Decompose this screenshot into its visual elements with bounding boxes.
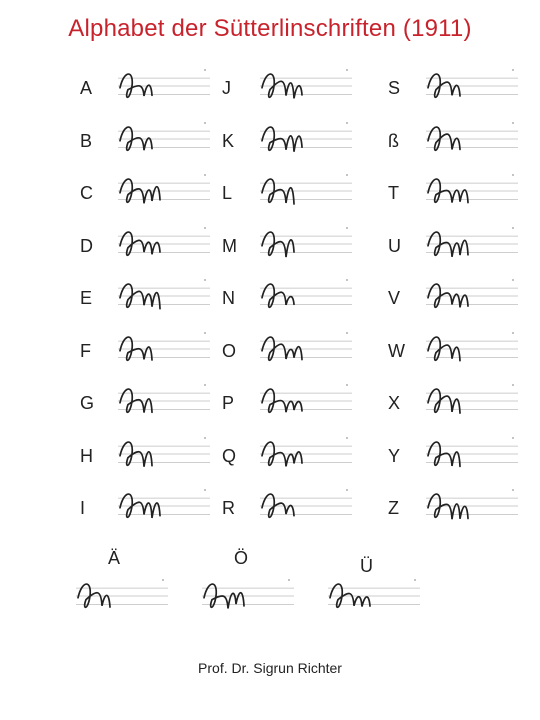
latin-letter: J [222,78,231,98]
latin-letter: P [222,393,235,413]
handwriting-sample [260,226,352,262]
handwriting-sample [260,331,352,367]
suetterlin-script [118,68,210,104]
suetterlin-script [118,383,210,419]
handwriting-sample [118,278,210,314]
latin-letter: G [80,393,95,413]
handwriting-sample [260,488,352,524]
suetterlin-script [426,436,518,472]
handwriting-sample [260,173,352,209]
latin-letter: U [388,235,401,256]
umlaut-letter: Ä [108,548,121,568]
handwriting-sample [118,436,210,472]
handwriting-sample [118,68,210,104]
page-title: Alphabet der Sütterlinschriften (1911) [68,15,472,42]
suetterlin-script [426,331,518,367]
latin-letter: Q [222,445,237,466]
latin-letter: V [388,288,401,308]
handwriting-sample [202,578,294,614]
latin-letter: I [80,498,86,518]
suetterlin-script [260,173,352,209]
suetterlin-script [260,488,352,524]
suetterlin-script [426,488,518,524]
latin-letter: A [80,78,93,98]
handwriting-sample [426,226,518,262]
suetterlin-script [260,278,352,314]
suetterlin-script [118,488,210,524]
handwriting-sample [426,436,518,472]
handwriting-sample [426,331,518,367]
author-credit: Prof. Dr. Sigrun Richter [198,660,342,676]
handwriting-sample [118,226,210,262]
suetterlin-script [118,278,210,314]
handwriting-sample [260,121,352,157]
latin-letter: L [222,183,233,203]
suetterlin-script [426,278,518,314]
latin-letter: S [388,78,401,98]
handwriting-sample [76,578,168,614]
suetterlin-script [118,173,210,209]
suetterlin-script [118,331,210,367]
handwriting-sample [328,578,420,614]
handwriting-sample [426,383,518,419]
suetterlin-script [426,121,518,157]
latin-letter: F [80,340,91,361]
suetterlin-script [260,436,352,472]
latin-letter: E [80,288,93,308]
latin-letter: N [222,288,235,308]
handwriting-sample [118,383,210,419]
latin-letter: R [222,498,235,518]
handwriting-sample [426,68,518,104]
latin-letter: ß [388,130,399,151]
umlaut-letter: Ü [360,556,373,576]
latin-letter: D [80,235,93,256]
latin-letter: B [80,130,93,151]
umlaut-script [202,578,294,614]
latin-letter: O [222,340,237,361]
handwriting-sample [260,278,352,314]
latin-letter: W [388,340,405,361]
suetterlin-script [260,68,352,104]
latin-letter: X [388,393,401,413]
latin-letter: H [80,445,93,466]
latin-letter: Z [388,498,399,518]
suetterlin-script [426,68,518,104]
umlaut-script [76,578,168,614]
handwriting-sample [426,121,518,157]
suetterlin-script [426,383,518,419]
handwriting-sample [426,278,518,314]
suetterlin-script [118,436,210,472]
umlaut-script [328,578,420,614]
latin-letter: M [222,235,237,256]
suetterlin-script [260,383,352,419]
handwriting-sample [118,121,210,157]
handwriting-sample [426,488,518,524]
latin-letter: K [222,130,235,151]
handwriting-sample [260,68,352,104]
latin-letter: T [388,183,399,203]
suetterlin-script [260,121,352,157]
handwriting-sample [118,173,210,209]
latin-letter: C [80,183,93,203]
suetterlin-script [426,226,518,262]
suetterlin-script [426,173,518,209]
suetterlin-script [118,226,210,262]
suetterlin-script [118,121,210,157]
handwriting-sample [118,488,210,524]
umlaut-letter: Ö [234,548,249,568]
latin-letter: Y [388,445,401,466]
handwriting-sample [118,331,210,367]
suetterlin-script [260,226,352,262]
handwriting-sample [260,436,352,472]
handwriting-sample [426,173,518,209]
handwriting-sample [260,383,352,419]
suetterlin-script [260,331,352,367]
